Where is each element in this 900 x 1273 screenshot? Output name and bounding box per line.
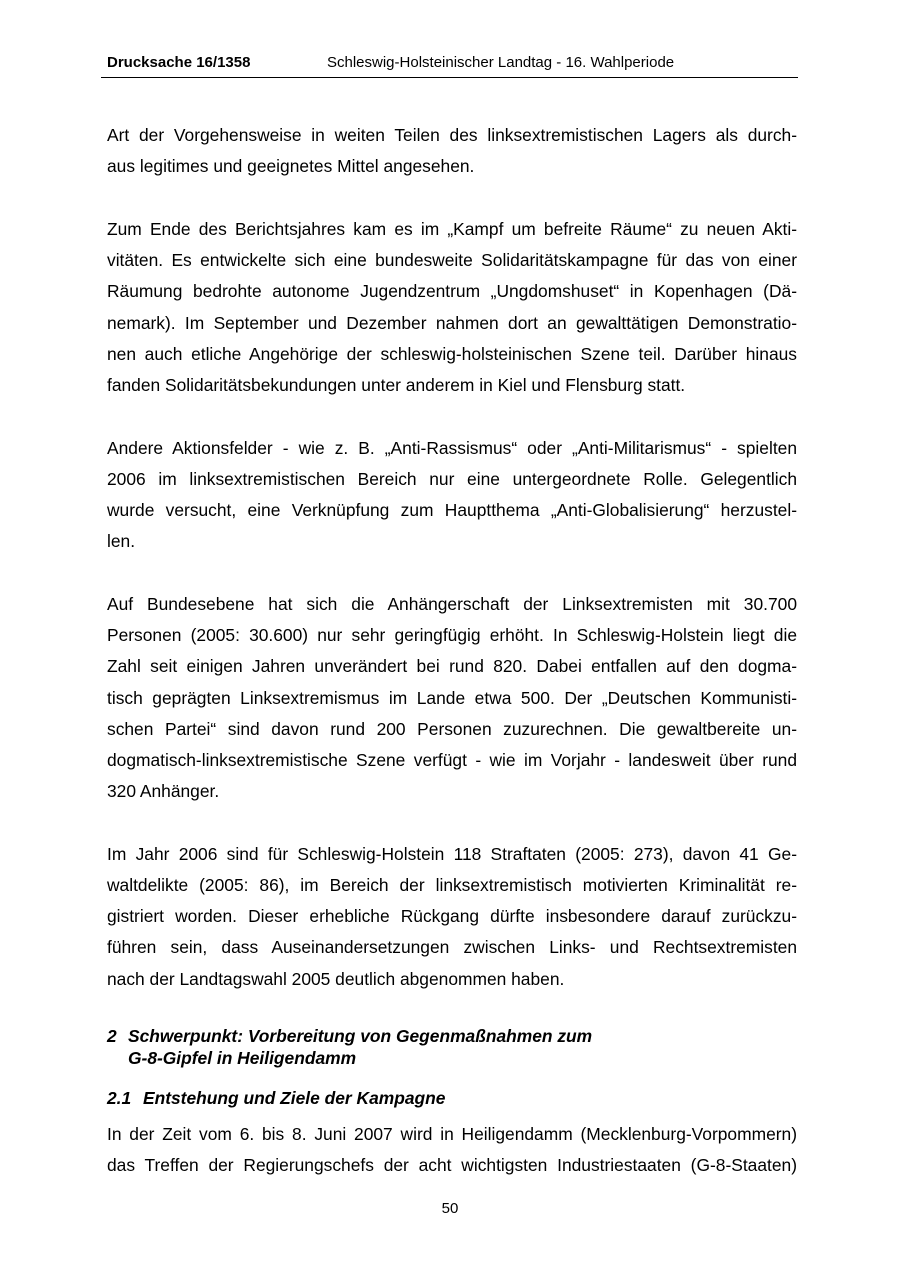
text-line: Andere Aktionsfelder - wie z. B. „Anti-Rassismus“ oder „Anti-Militarismus“ - spielten [107, 437, 797, 458]
paragraph-4 [107, 589, 797, 807]
text-line: Zum Ende des Berichtsjahres kam es im „Kampf um befreite Räume“ zu neuen Akti- [107, 218, 797, 239]
page-header [101, 50, 798, 78]
text-line: nen auch etliche Angehörige der schleswig-holsteinischen Szene teil. Darüber hinaus [107, 343, 797, 364]
page-number: 50 [441, 1200, 459, 1217]
subsection-number: 2.1 [107, 1087, 132, 1108]
section-title-line-2: G-8-Gipfel in Heiligendamm [128, 1047, 357, 1068]
text-line: dogmatisch-linksextremistische Szene verfügt - wie im Vorjahr - landesweit über rund [107, 749, 797, 770]
text-line: nemark). Im September und Dezember nahmen dort an gewalttätigen Demonstratio- [107, 312, 797, 333]
paragraph-5 [107, 839, 797, 995]
paragraph-6 [107, 1119, 797, 1181]
paragraph-1 [107, 120, 797, 182]
text-line: gistriert worden. Dieser erhebliche Rückgang dürfte insbesondere darauf zurückzu- [107, 906, 797, 927]
text-line: Im Jahr 2006 sind für Schleswig-Holstein 118 Straftaten (2005: 273), davon 41 Ge- [107, 843, 797, 864]
subsection-heading [107, 1087, 797, 1109]
text-line: das Treffen der Regierungschefs der acht wichtigsten Industriestaaten (G-8-Staaten) [107, 1155, 797, 1176]
text-line: fanden Solidaritätsbekundungen unter anderem in Kiel und Flensburg statt. [107, 374, 686, 395]
document-number: Drucksache 16/1358 [107, 54, 251, 71]
paragraph-2 [107, 214, 797, 401]
text-line: vitäten. Es entwickelte sich eine bundesweite Solidaritätskampagne für das von einer [107, 250, 797, 271]
paragraph-3 [107, 433, 797, 558]
text-line: Auf Bundesebene hat sich die Anhängerschaft der Linksextremisten mit 30.700 [107, 593, 797, 614]
section-title-line-1: Schwerpunkt: Vorbereitung von Gegenmaßnahmen zum [128, 1025, 593, 1046]
section-number: 2 [107, 1025, 117, 1046]
text-line: schen Partei“ sind davon rund 200 Personen zuzurechnen. Die gewaltbereite un- [107, 718, 797, 739]
text-line: Zahl seit einigen Jahren unverändert bei rund 820. Dabei entfallen auf den dogma- [107, 656, 797, 677]
text-line: Art der Vorgehensweise in weiten Teilen des linksextremistischen Lagers als durch- [107, 125, 797, 145]
text-line: 320 Anhänger. [107, 781, 220, 802]
text-line: wurde versucht, eine Verknüpfung zum Hauptthema „Anti-Globalisierung“ herzustel- [107, 500, 797, 521]
text-line: Räumung bedrohte autonome Jugendzentrum „Ungdomshuset“ in Kopenhagen (Dä- [107, 281, 797, 302]
text-line: tisch geprägten Linksextremismus im Lande etwa 500. Der „Deutschen Kommunisti- [107, 687, 797, 708]
document-body [107, 120, 797, 1181]
parliament-title: Schleswig-Holsteinischer Landtag - 16. Wahlperiode [327, 54, 675, 71]
text-line: aus legitimes und geeignetes Mittel angesehen. [107, 156, 475, 177]
text-line: nach der Landtagswahl 2005 deutlich abgenommen haben. [107, 968, 565, 989]
text-line: führen sein, dass Auseinandersetzungen zwischen Links- und Rechtsextremisten [107, 937, 797, 958]
text-line: waltdelikte (2005: 86), im Bereich der linksextremistisch motivierten Kriminalität re- [107, 875, 797, 896]
text-line: len. [107, 531, 136, 552]
text-line: 2006 im linksextremistischen Bereich nur eine untergeordnete Rolle. Gelegentlich [107, 468, 797, 489]
subsection-title: Entstehung und Ziele der Kampagne [143, 1087, 446, 1108]
text-line: Personen (2005: 30.600) nur sehr geringfügig erhöht. In Schleswig-Holstein liegt die [107, 625, 797, 646]
text-line: In der Zeit vom 6. bis 8. Juni 2007 wird in Heiligendamm (Mecklenburg-Vorpommern) [107, 1123, 797, 1144]
section-heading [107, 1025, 797, 1069]
